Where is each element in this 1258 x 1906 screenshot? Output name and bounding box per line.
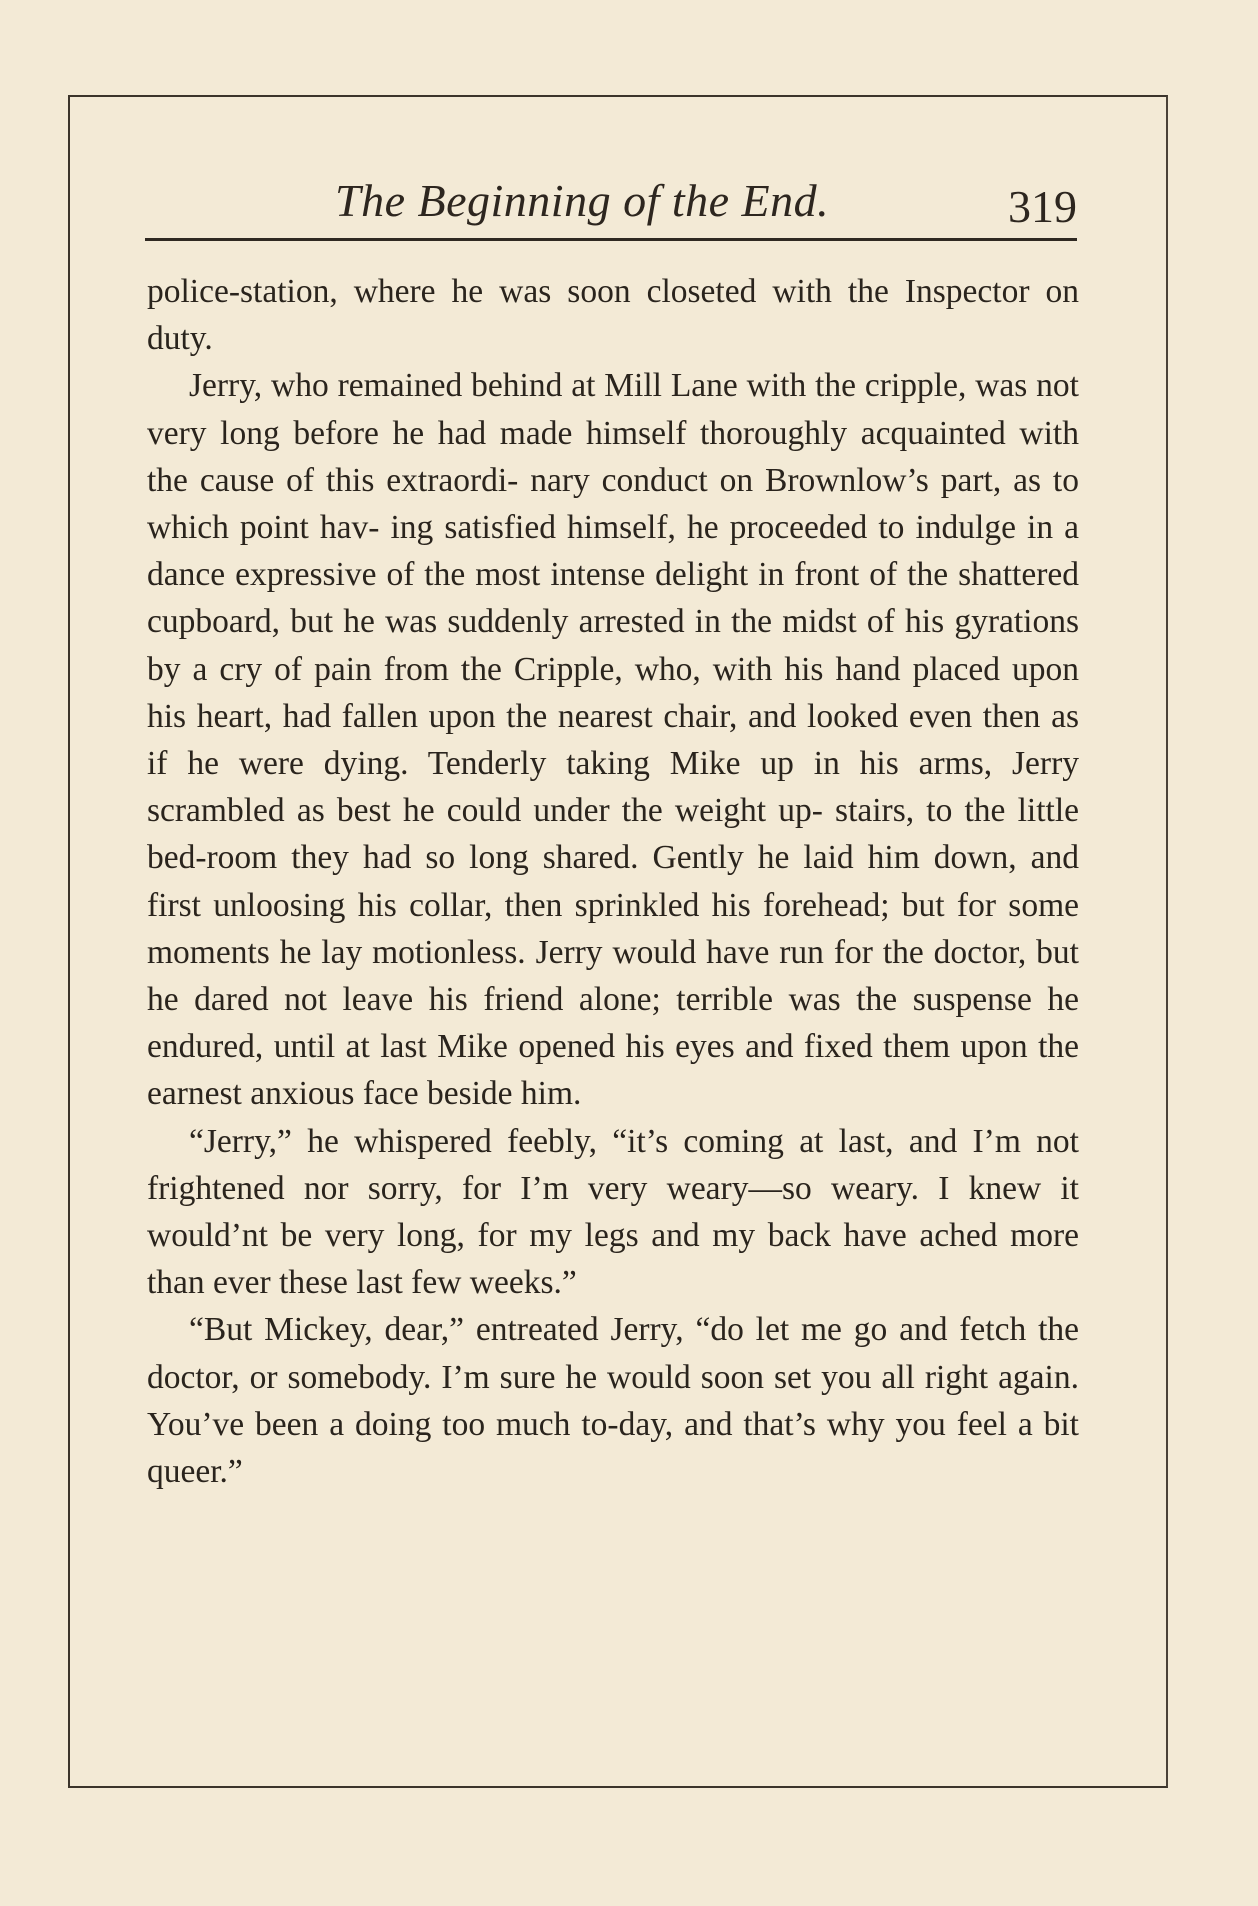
paragraph: Jerry, who remained behind at Mill Lane with the cripple, was not very long before he had made himself thoroughly acquainted with the cause of this extraordi- nary conduct on Brownlow’s part, as to which point hav- ing satisfied himself, he proceeded to indulge in a dance expressive of the most intense delight in front of the shattered cupboard, but he was suddenly arrested in the midst of his gyrations by a cry of pain from the Cripple, who, with his hand placed upon his heart, had fallen upon the nearest chair, and looked even then as if he were dying. Tenderly taking Mike up in his arms, Jerry scrambled as best he could under the weight up- stairs, to the little bed-room they had so long shared. Gently he laid him down, and first unloosing his collar, then sprinkled his forehead; but for some moments he lay motionless. Jerry would have run for the doctor, but he dared not leave his friend alone; terrible was the suspense he endured, until at last Mike opened his eyes and fixed them upon the earnest anxious face beside him.	[147, 367, 1079, 1113]
page-number: 319	[1008, 181, 1077, 232]
header-rule	[145, 238, 1077, 241]
paragraph: “But Mickey, dear,” entreated Jerry, “do let me go and fetch the doctor, or somebody. I’m sure he would soon set you all right again. You’ve been a doing too much to-day, and that’s why you feel a bit queer.”	[147, 1311, 1079, 1491]
paragraph: “Jerry,” he whispered feebly, “it’s coming at last, and I’m not frightened nor sorry, for I’m very weary—so weary. I knew it would’nt be very long, for my legs and my back have ached more than ever these last few weeks.”	[147, 1122, 1079, 1302]
running-title: The Beginning of the End.	[335, 175, 830, 226]
body-text	[147, 268, 1079, 1495]
running-head	[145, 168, 1077, 240]
paragraph: police-station, where he was soon closeted with the Inspector on duty.	[147, 273, 1079, 358]
